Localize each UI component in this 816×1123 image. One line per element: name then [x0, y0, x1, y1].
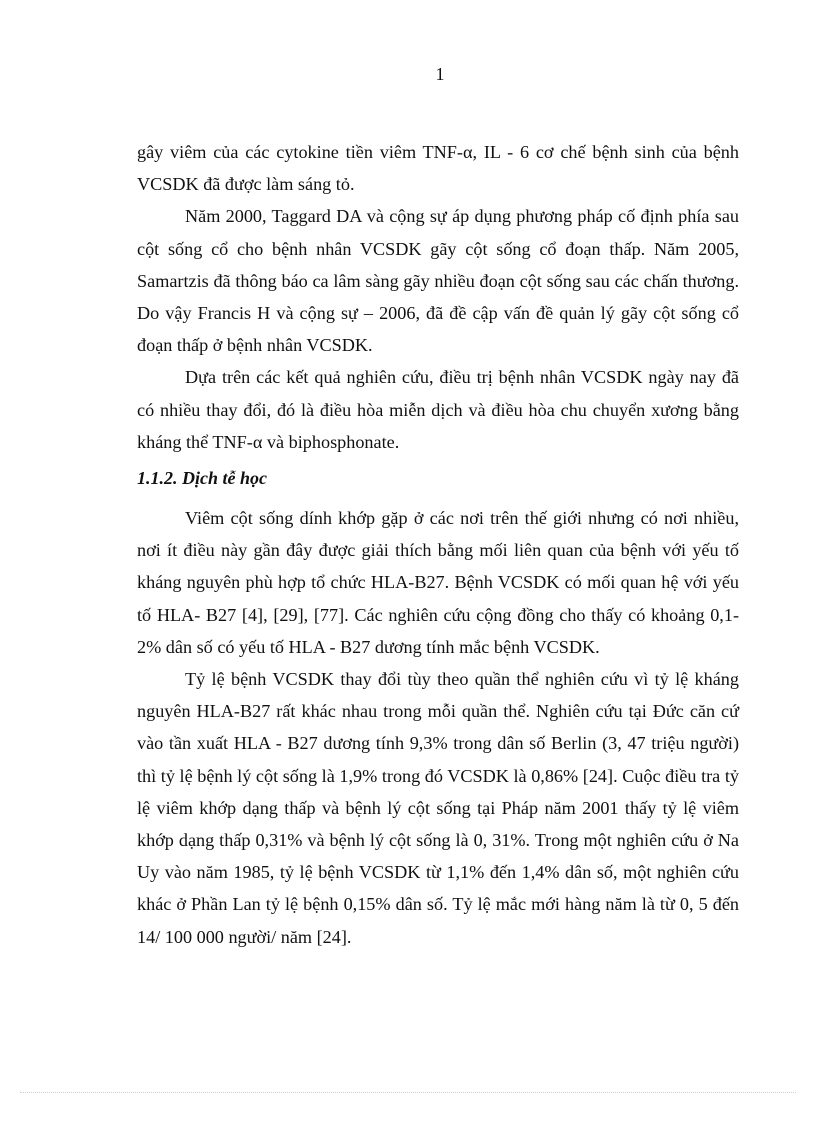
paragraph-treatment-changes: Dựa trên các kết quả nghiên cứu, điều trị bệnh nhân VCSDK ngày nay đã có nhiều thay đổi, đó là điều hòa miễn dịch và điều hòa chu chuyển xương bằng kháng thể TNF-α và biphosphonate.: [137, 367, 739, 452]
paragraph-history-surgery: Năm 2000, Taggard DA và cộng sự áp dụng phương pháp cố định phía sau cột sống cổ cho bệnh nhân VCSDK gãy cột sống cổ đoạn thấp. Năm 2005, Samartzis đã thông báo ca lâm sàng gãy nhiều đoạn cột sống sau các chấn thương. Do vậy Francis H và cộng sự – 2006, đã đề cập vấn đề quản lý gãy cột sống cổ đoạn thấp ở bệnh nhân VCSDK.: [137, 206, 739, 356]
paragraph-epidemiology-hla: Viêm cột sống dính khớp gặp ở các nơi trên thế giới nhưng có nơi nhiều, nơi ít điều này gần đây được giải thích bằng mối liên quan của bệnh với yếu tố kháng nguyên phù hợp tổ chức HLA-B27. Bệnh VCSDK có mối quan hệ với yếu tố HLA- B27 [4], [29], [77]. Các nghiên cứu cộng đồng cho thấy có khoảng 0,1-2% dân số có yếu tố HLA - B27 dương tính mắc bệnh VCSDK.: [137, 508, 739, 657]
section-heading-epidemiology: 1.1.2. Dịch tễ học: [137, 468, 267, 489]
page-number: 1: [435, 64, 445, 84]
paragraph-epidemiology-prevalence: Tỷ lệ bệnh VCSDK thay đổi tùy theo quần thể nghiên cứu vì tỷ lệ kháng nguyên HLA-B27 rất khác nhau trong mỗi quần thể. Nghiên cứu tại Đức căn cứ vào tần xuất HLA - B27 dương tính 9,3% trong dân số Berlin (3, 47 triệu người) thì tỷ lệ bệnh lý cột sống là 1,9% trong đó VCSDK là 0,86% [24]. Cuộc điều tra tỷ lệ viêm khớp dạng thấp và bệnh lý cột sống tại Pháp năm 2001 thấy tỷ lệ viêm khớp dạng thấp 0,31% và bệnh lý cột sống là 0, 31%. Trong một nghiên cứu ở Na Uy vào năm 1985, tỷ lệ bệnh VCSDK từ 1,1% đến 1,4% dân số, một nghiên cứu khác ở Phần Lan tỷ lệ bệnh 0,15% dân số. Tỷ lệ mắc mới hàng năm là từ 0, 5 đến 14/ 100 000 người/ năm [24].: [137, 669, 739, 947]
paragraph-continuation: gây viêm của các cytokine tiền viêm TNF-α, IL - 6 cơ chế bệnh sinh của bệnh VCSDK đã được làm sáng tỏ.: [137, 142, 739, 195]
page-bottom-divider: [20, 1092, 796, 1093]
document-body: [137, 136, 739, 953]
